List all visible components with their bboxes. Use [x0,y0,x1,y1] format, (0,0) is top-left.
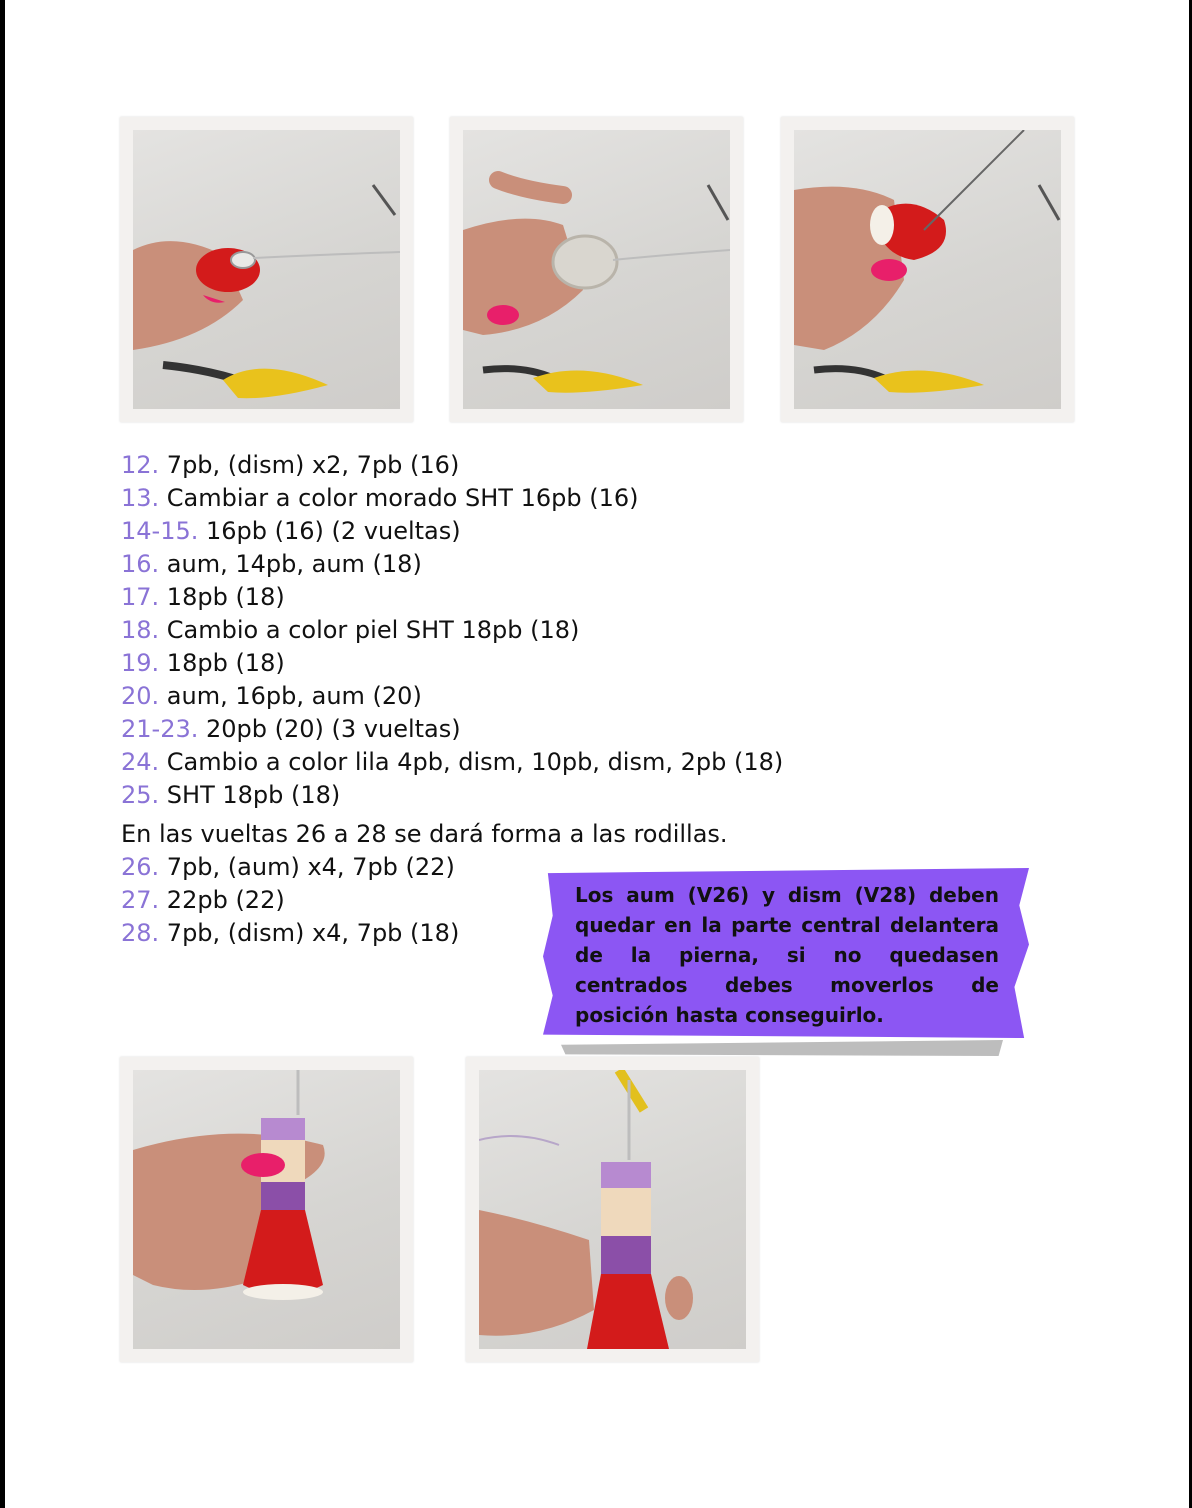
step-21-23: 21-23. 20pb (20) (3 vueltas) [121,715,461,743]
steps-list-a [121,449,821,812]
step-26: 26. 7pb, (aum) x4, 7pb (22) [121,853,455,881]
step-14-15: 14-15. 16pb (16) (2 vueltas) [121,517,461,545]
photo-5 [466,1057,759,1362]
callout-text: Los aum (V26) y dism (V28) deben quedar en la parte central delantera de la pierna, si no quedasen centrados debes moverlos de posición hasta conseguirlo. [575,883,999,1027]
step-28: 28. 7pb, (dism) x4, 7pb (18) [121,919,460,947]
step-16: 16. aum, 14pb, aum (18) [121,550,422,578]
knee-note: En las vueltas 26 a 28 se dará forma a las rodillas. [121,820,728,848]
document-page [5,0,1189,1508]
photo-3 [781,117,1074,422]
step-18: 18. Cambio a color piel SHT 18pb (18) [121,616,580,644]
step-20: 20. aum, 16pb, aum (20) [121,682,422,710]
step-27: 27. 22pb (22) [121,886,285,914]
photo-1 [120,117,413,422]
photo-4 [120,1057,413,1362]
crochet-oval-sole-photo [463,130,730,409]
crochet-red-sole-photo [133,130,400,409]
step-25: 25. SHT 18pb (18) [121,781,341,809]
crochet-leg-striped-photo [133,1070,400,1349]
step-17: 17. 18pb (18) [121,583,285,611]
step-12: 12. 7pb, (dism) x2, 7pb (16) [121,451,460,479]
steps-list-b [121,851,459,950]
photo-2 [450,117,743,422]
crochet-leg-striped-photo [479,1070,746,1349]
step-24: 24. Cambio a color lila 4pb, dism, 10pb, dism, 2pb (18) [121,748,784,776]
crochet-red-cup-photo [794,130,1061,409]
step-19: 19. 18pb (18) [121,649,285,677]
callout-shadow [561,1040,1003,1056]
step-13: 13. Cambiar a color morado SHT 16pb (16) [121,484,639,512]
